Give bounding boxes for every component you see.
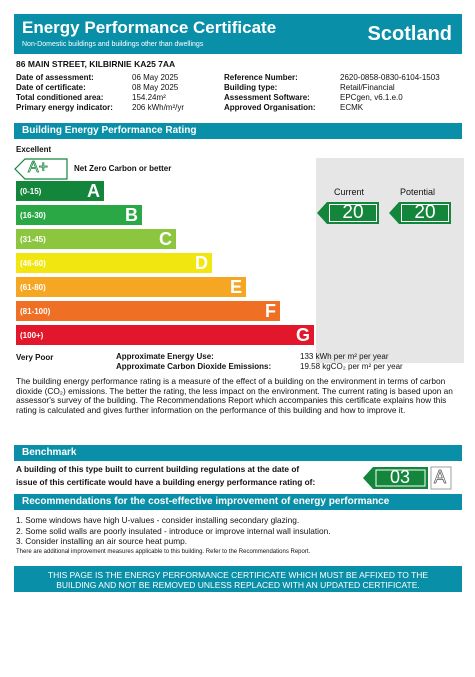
benchmark-letter: A bbox=[434, 467, 447, 487]
band-letter: G bbox=[295, 325, 310, 345]
info-label: Total conditioned area: bbox=[16, 93, 104, 102]
rating-band-a bbox=[16, 181, 104, 201]
info-value: EPCgen, v6.1.e.0 bbox=[340, 93, 403, 102]
rating-band-c bbox=[16, 229, 176, 249]
potential-score: 20 bbox=[399, 202, 451, 224]
rating-band-f bbox=[16, 301, 280, 321]
benchmark-line: A building of this type built to current building regulations at the date of bbox=[16, 464, 300, 474]
very-poor-label: Very Poor bbox=[16, 353, 54, 362]
info-value: 2620-0858-0830-6104-1503 bbox=[340, 73, 440, 82]
info-label: Reference Number: bbox=[224, 73, 298, 82]
rating-section-heading: Building Energy Performance Rating bbox=[14, 123, 462, 139]
benchmark-heading: Benchmark bbox=[14, 445, 462, 461]
co2-label: Approximate Carbon Dioxide Emissions: bbox=[116, 362, 272, 371]
recommendations-list bbox=[16, 515, 331, 557]
info-value: 06 May 2025 bbox=[132, 73, 179, 82]
band-range: (31-45) bbox=[20, 235, 46, 244]
benchmark-line: issue of this certificate would have a building energy performance rating of: bbox=[16, 477, 316, 487]
potential-label: Potential bbox=[400, 187, 436, 197]
info-label: Assessment Software: bbox=[224, 93, 310, 102]
info-left bbox=[16, 73, 184, 113]
country-label: Scotland bbox=[367, 23, 452, 45]
recommendations-heading: Recommendations for the cost-effective improvement of energy performance bbox=[14, 494, 462, 510]
info-value: ECMK bbox=[340, 103, 364, 112]
a-plus-letter: A+ bbox=[28, 159, 49, 176]
info-value: 08 May 2025 bbox=[132, 83, 179, 92]
net-zero-label: Net Zero Carbon or better bbox=[74, 164, 172, 173]
benchmark-value: 03 bbox=[390, 467, 411, 487]
footer-notice bbox=[14, 566, 462, 592]
rating-scale bbox=[14, 143, 462, 363]
co2-value: 19.58 kgCO₂ per m² per year bbox=[300, 362, 403, 371]
energy-use-label: Approximate Energy Use: bbox=[116, 352, 214, 361]
current-label: Current bbox=[334, 187, 365, 197]
property-address: 86 MAIN STREET, KILBIRNIE KA25 7AA bbox=[16, 59, 176, 69]
benchmark-text bbox=[16, 463, 315, 489]
band-letter: D bbox=[195, 253, 208, 273]
info-right bbox=[224, 73, 440, 113]
band-letter: B bbox=[125, 205, 138, 225]
band-letter: A bbox=[87, 181, 100, 201]
band-range: (0-15) bbox=[20, 187, 42, 196]
info-label: Approved Organisation: bbox=[224, 103, 316, 112]
rating-band-g bbox=[16, 325, 314, 345]
rating-band-d bbox=[16, 253, 212, 273]
footer-line: THIS PAGE IS THE ENERGY PERFORMANCE CERTIFICATE WHICH MUST BE AFFIXED TO THE bbox=[47, 570, 429, 580]
info-label: Date of certificate: bbox=[16, 83, 86, 92]
recommendations-note: There are additional improvement measures applicable to this building. Refer to the Recommendations Report. bbox=[16, 548, 311, 555]
info-value: 206 kWh/m²/yr bbox=[132, 103, 185, 112]
band-range: (100+) bbox=[20, 331, 44, 340]
certificate-title: Energy Performance Certificate bbox=[22, 18, 277, 37]
rating-band-b bbox=[16, 205, 142, 225]
current-score: 20 bbox=[327, 202, 379, 224]
info-label: Date of assessment: bbox=[16, 73, 94, 82]
energy-use-value: 133 kWh per m² per year bbox=[300, 352, 389, 361]
recommendation-item: 2. Some solid walls are poorly insulated - introduce or improve internal wall insulation. bbox=[16, 525, 331, 536]
rating-explanation: The building energy performance rating is a measure of the effect of a building on the environment in terms of carbon dioxide (CO₂) emissions. The better the rating, the less impact on the environment. The current rating is based upon an assessor's survey of the building. The Recommendations Report which accompanies this certificate explains how this rating is calculated and gives further information on the performance of this building and how to improve it. bbox=[16, 376, 453, 415]
band-letter: C bbox=[159, 229, 172, 249]
info-value: 154.24m² bbox=[132, 93, 166, 102]
band-range: (61-80) bbox=[20, 283, 46, 292]
info-label: Primary energy indicator: bbox=[16, 103, 113, 112]
recommendation-item: 3. Consider installing an air source heat pump. bbox=[16, 536, 188, 546]
rating-band-e bbox=[16, 277, 246, 297]
band-range: (46-60) bbox=[20, 259, 46, 268]
band-range: (81-100) bbox=[20, 307, 51, 316]
band-range: (16-30) bbox=[20, 211, 46, 220]
info-value: Retail/Financial bbox=[340, 83, 395, 92]
certificate-subtitle: Non-Domestic buildings and buildings other than dwellings bbox=[22, 41, 204, 48]
band-letter: F bbox=[265, 301, 276, 321]
footer-line: BUILDING AND NOT BE REMOVED UNLESS REPLACED WITH AN UPDATED CERTIFICATE. bbox=[56, 580, 420, 590]
band-letter: E bbox=[229, 277, 242, 297]
certificate-header bbox=[14, 14, 462, 54]
excellent-label: Excellent bbox=[16, 145, 52, 154]
info-label: Building type: bbox=[224, 83, 278, 92]
recommendation-item: 1. Some windows have high U-values - consider installing secondary glazing. bbox=[16, 515, 300, 525]
